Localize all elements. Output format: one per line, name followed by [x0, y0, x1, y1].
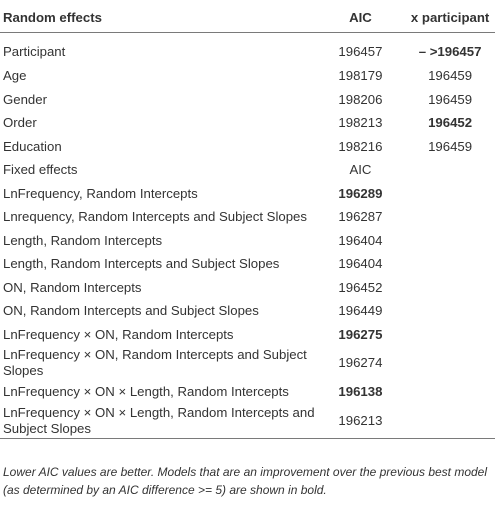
row-aic-value: 196404: [338, 256, 383, 272]
row-label: Length, Random Intercepts: [3, 232, 163, 248]
row-participant-value: [405, 346, 495, 380]
table-row: [0, 229, 495, 253]
table-row: [0, 111, 495, 135]
row-label: LnFrequency × ON × Length, Random Intercepts: [3, 384, 289, 400]
row-aic-value: 198206: [338, 91, 383, 107]
row-aic-value: AIC: [349, 162, 372, 178]
row-participant-value: [405, 380, 495, 404]
row-participant-value: [405, 229, 495, 253]
row-participant-value: – >196457: [418, 44, 482, 59]
table-row: [0, 88, 495, 112]
row-participant-value: 196459: [428, 91, 473, 107]
row-participant-value: 196452: [428, 115, 473, 131]
row-aic-value: 198213: [338, 115, 383, 131]
table-row: [0, 158, 495, 182]
row-label: LnFrequency, Random Intercepts: [3, 185, 198, 201]
row-participant-value: [405, 158, 495, 182]
row-label: LnFrequency × ON, Random Intercepts and Subject Slopes: [3, 347, 307, 378]
row-participant-value: [405, 276, 495, 300]
aic-table: [0, 3, 495, 439]
row-aic-value: 196452: [338, 279, 383, 295]
header-random-effects: Random effects: [3, 10, 102, 25]
row-participant-value: [405, 323, 495, 347]
row-aic-value: 196274: [338, 355, 383, 370]
row-aic-value: 198216: [338, 138, 383, 154]
table-row: [0, 299, 495, 323]
table-footnote: Lower AIC values are better. Models that are an improvement over the previous best model (as determined by an AIC difference >= 5) are shown in bold.: [3, 465, 488, 497]
row-aic-value: 196289: [338, 185, 383, 201]
row-label: ON, Random Intercepts: [3, 279, 142, 295]
row-label: Order: [3, 115, 37, 131]
table-row: [0, 205, 495, 229]
header-aic: AIC: [349, 10, 372, 25]
row-participant-value: [405, 299, 495, 323]
table-row: [0, 135, 495, 159]
table-row: [0, 323, 495, 347]
table-row: [0, 346, 495, 380]
table-header-row: [0, 3, 495, 33]
table-body: [0, 33, 495, 439]
row-label: Fixed effects: [3, 162, 78, 178]
table-row: [0, 404, 495, 439]
row-aic-value: 196138: [338, 384, 383, 400]
row-aic-value: 196213: [338, 412, 383, 428]
row-label: ON, Random Intercepts and Subject Slopes: [3, 303, 259, 319]
row-aic-value: 198179: [338, 68, 383, 84]
row-participant-value: 196459: [428, 68, 473, 84]
table-row: [0, 182, 495, 206]
table-row: [0, 276, 495, 300]
row-label: Length, Random Intercepts and Subject Slopes: [3, 256, 280, 272]
row-aic-value: 196275: [338, 326, 383, 342]
row-participant-value: [405, 182, 495, 206]
row-label: LnFrequency × ON × Length, Random Intercepts and Subject Slopes: [3, 404, 315, 436]
row-participant-value: [405, 252, 495, 276]
row-participant-value: [405, 404, 495, 439]
row-aic-value: 196449: [338, 303, 383, 319]
table-row: [0, 252, 495, 276]
row-aic-value: 196287: [338, 209, 383, 225]
row-label: LnFrequency × ON, Random Intercepts: [3, 326, 234, 342]
row-label: Participant: [3, 44, 66, 59]
row-label: Gender: [3, 91, 47, 107]
table-row: [0, 380, 495, 404]
table-row: [0, 33, 495, 65]
row-participant-value: 196459: [428, 138, 473, 154]
table-row: [0, 64, 495, 88]
row-aic-value: 196457: [338, 44, 383, 59]
header-x-participant: x participant: [410, 10, 490, 25]
row-label: Age: [3, 68, 27, 84]
row-label: Education: [3, 138, 62, 154]
row-aic-value: 196404: [338, 232, 383, 248]
row-participant-value: [405, 205, 495, 229]
row-label: Lnrequency, Random Intercepts and Subject Slopes: [3, 209, 307, 225]
